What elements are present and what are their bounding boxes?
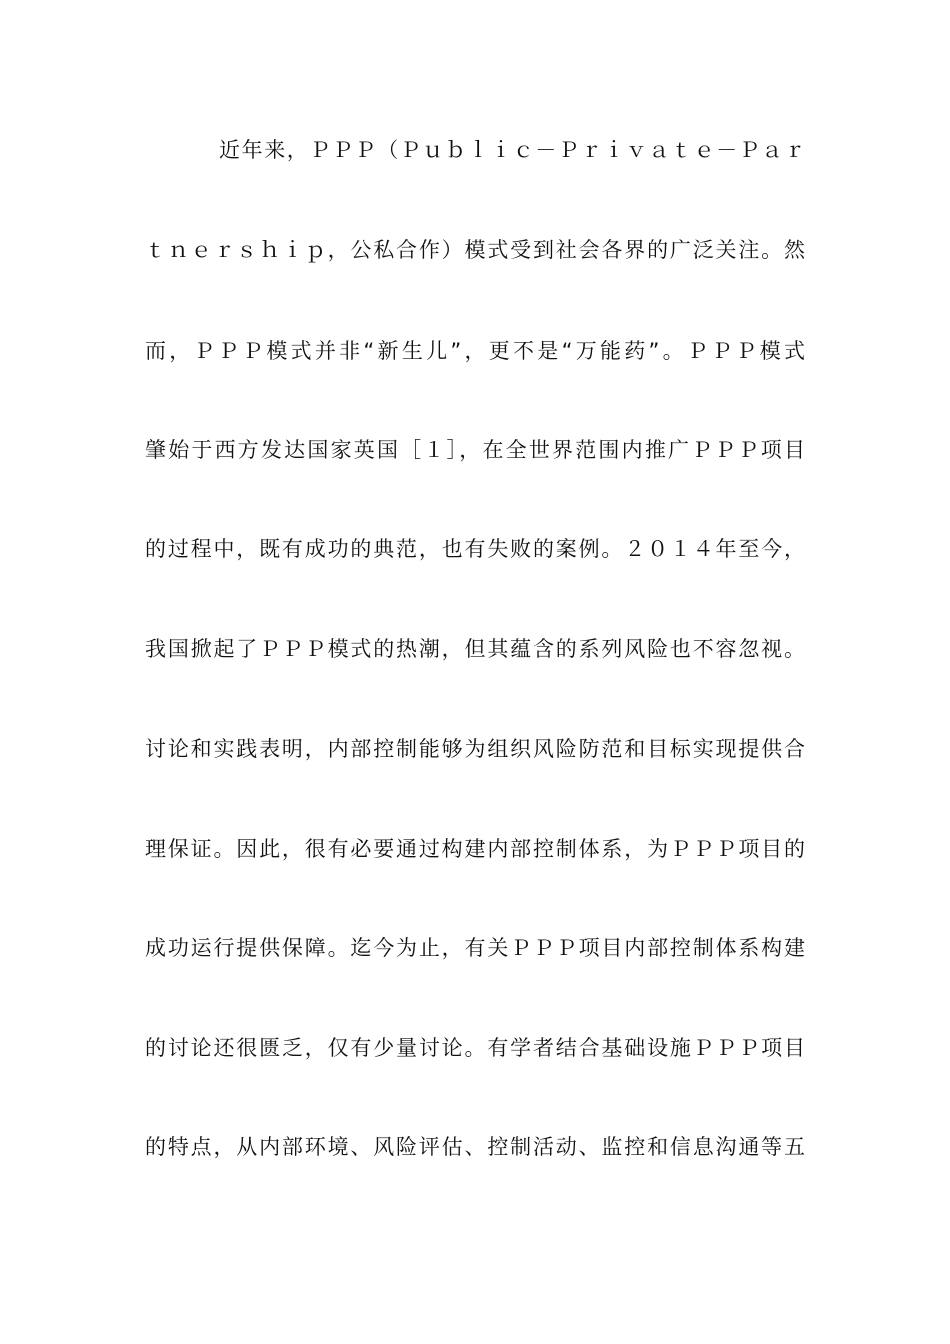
paragraph-line: 我国掀起了ＰＰＰ模式的热潮，但其蕴含的系列风险也不容忽视。	[145, 637, 805, 661]
paragraph-line: 讨论和实践表明，内部控制能够为组织风险防范和目标实现提供合	[145, 737, 805, 761]
paragraph-line: 而，ＰＰＰ模式并非“新生儿”，更不是“万能药”。ＰＰＰ模式	[145, 339, 805, 363]
paragraph-line: 的过程中，既有成功的典范，也有失败的案例。２０１４年至今，	[145, 537, 805, 561]
paragraph-line: 理保证。因此，很有必要通过构建内部控制体系，为ＰＰＰ项目的	[145, 837, 805, 861]
paragraph-line: 的讨论还很匮乏，仅有少量讨论。有学者结合基础设施ＰＰＰ项目	[145, 1036, 805, 1060]
paragraph-line: 近年来，ＰＰＰ（Ｐｕｂｌｉｃ－Ｐｒｉｖａｔｅ－Ｐａｒ	[219, 138, 805, 162]
paragraph-line: 的特点，从内部环境、风险评估、控制活动、监控和信息沟通等五	[145, 1135, 805, 1159]
paragraph-line: 肇始于西方发达国家英国［１］，在全世界范围内推广ＰＰＰ项目	[145, 438, 805, 462]
paragraph-line: 成功运行提供保障。迄今为止，有关ＰＰＰ项目内部控制体系构建	[145, 936, 805, 960]
paragraph-line: ｔｎｅｒｓｈｉｐ，公私合作）模式受到社会各界的广泛关注。然	[145, 238, 805, 262]
